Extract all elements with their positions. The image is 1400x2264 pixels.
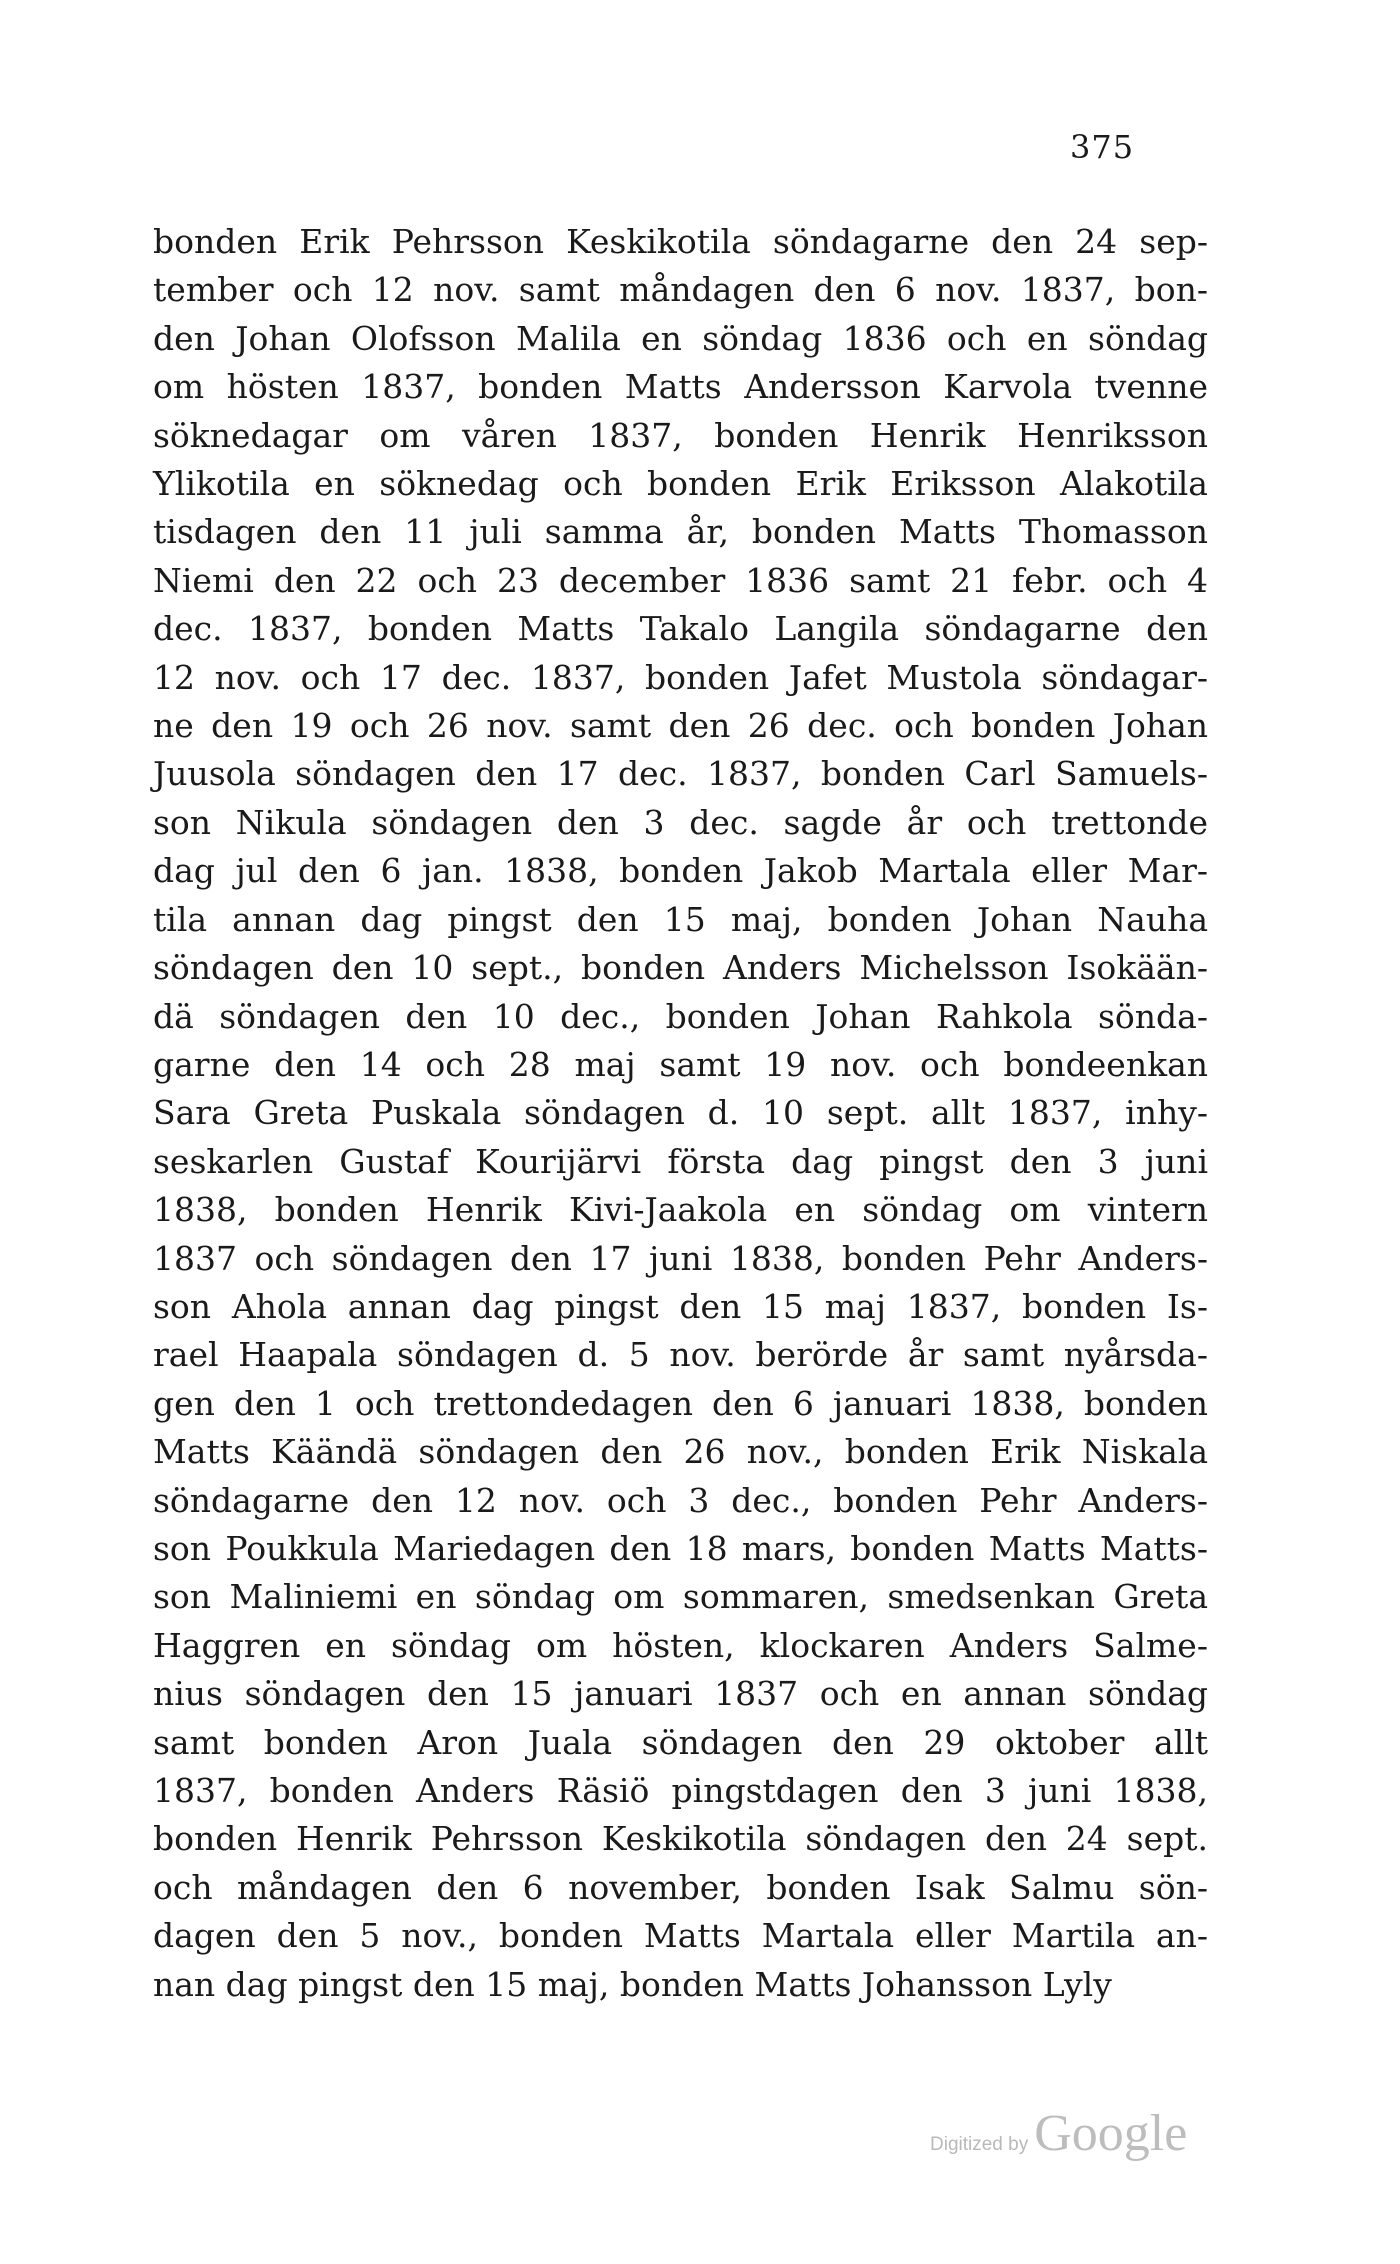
text-line: bonden Erik Pehrsson Keskikotila söndagarne den 24 sep- <box>153 222 1208 261</box>
text-line: bonden Henrik Pehrsson Keskikotila söndagen den 24 sept. <box>153 1819 1208 1859</box>
text-line: Juusola söndagen den 17 dec. 1837, bonden Carl Samuels- <box>153 754 1208 794</box>
text-line: Niemi den 22 och 23 december 1836 samt 21 febr. och 4 <box>153 560 1208 600</box>
text-line: rael Haapala söndagen d. 5 nov. berörde år samt nyårsda- <box>153 1335 1208 1375</box>
text-line: gen den 1 och trettondedagen den 6 januari 1838, bonden <box>153 1383 1208 1423</box>
text-line: Haggren en söndag om hösten, klockaren Anders Salme- <box>153 1625 1208 1665</box>
body-text <box>153 218 1208 2009</box>
page-number: 375 <box>1070 128 1135 166</box>
text-line: och måndagen den 6 november, bonden Isak Salmu sön- <box>153 1867 1208 1907</box>
text-line: ne den 19 och 26 nov. samt den 26 dec. och bonden Johan <box>153 706 1208 746</box>
text-line: om hösten 1837, bonden Matts Andersson Karvola tvenne <box>153 367 1208 407</box>
text-line: 1837, bonden Anders Räsiö pingstdagen den 3 juni 1838, <box>153 1771 1208 1810</box>
text-line: Sara Greta Puskala söndagen d. 10 sept. allt 1837, inhy- <box>153 1093 1208 1133</box>
text-line: dagen den 5 nov., bonden Matts Martala eller Martila an- <box>153 1916 1208 1956</box>
text-line: tember och 12 nov. samt måndagen den 6 nov. 1837, bon- <box>153 270 1208 310</box>
text-line: den Johan Olofsson Malila en söndag 1836 och en söndag <box>153 318 1208 358</box>
text-line: Matts Käändä söndagen den 26 nov., bonden Erik Niskala <box>153 1432 1208 1472</box>
text-line: tila annan dag pingst den 15 maj, bonden Johan Nauha <box>153 899 1208 939</box>
text-line: söknedagar om våren 1837, bonden Henrik Henriksson <box>153 415 1208 455</box>
text-line: garne den 14 och 28 maj samt 19 nov. och bondeenkan <box>153 1044 1208 1084</box>
text-line: samt bonden Aron Juala söndagen den 29 oktober allt <box>153 1722 1208 1762</box>
text-line: son Poukkula Mariedagen den 18 mars, bonden Matts Matts- <box>153 1528 1208 1568</box>
text-line: son Nikula söndagen den 3 dec. sagde år och trettonde <box>153 802 1208 842</box>
text-line: nan dag pingst den 15 maj, bonden Matts Johansson Lyly <box>153 1964 1112 2004</box>
text-line: seskarlen Gustaf Kourijärvi första dag pingst den 3 juni <box>153 1141 1208 1181</box>
text-line: dec. 1837, bonden Matts Takalo Langila söndagarne den <box>153 609 1208 649</box>
text-line: Ylikotila en söknedag och bonden Erik Eriksson Alakotila <box>153 464 1208 504</box>
text-line: 1837 och söndagen den 17 juni 1838, bonden Pehr Anders- <box>153 1238 1208 1278</box>
text-line: nius söndagen den 15 januari 1837 och en annan söndag <box>153 1674 1208 1714</box>
text-line: dä söndagen den 10 dec., bonden Johan Rahkola sönda- <box>153 996 1208 1036</box>
text-line: söndagarne den 12 nov. och 3 dec., bonden Pehr Anders- <box>153 1480 1208 1520</box>
text-line: dag jul den 6 jan. 1838, bonden Jakob Martala eller Mar- <box>153 851 1208 891</box>
text-line: son Maliniemi en söndag om sommaren, smedsenkan Greta <box>153 1577 1208 1617</box>
text-line: 12 nov. och 17 dec. 1837, bonden Jafet Mustola söndagar- <box>153 657 1208 697</box>
text-line: son Ahola annan dag pingst den 15 maj 1837, bonden Is- <box>153 1286 1208 1326</box>
digitized-label: Digitized by <box>930 2134 1029 2155</box>
text-line: tisdagen den 11 juli samma år, bonden Matts Thomasson <box>153 512 1208 552</box>
text-line: söndagen den 10 sept., bonden Anders Michelsson Isokään- <box>153 948 1208 988</box>
text-line: 1838, bonden Henrik Kivi-Jaakola en söndag om vintern <box>153 1190 1208 1230</box>
digitized-by-watermark <box>930 2104 1187 2163</box>
google-logo: Google <box>1034 2105 1188 2162</box>
